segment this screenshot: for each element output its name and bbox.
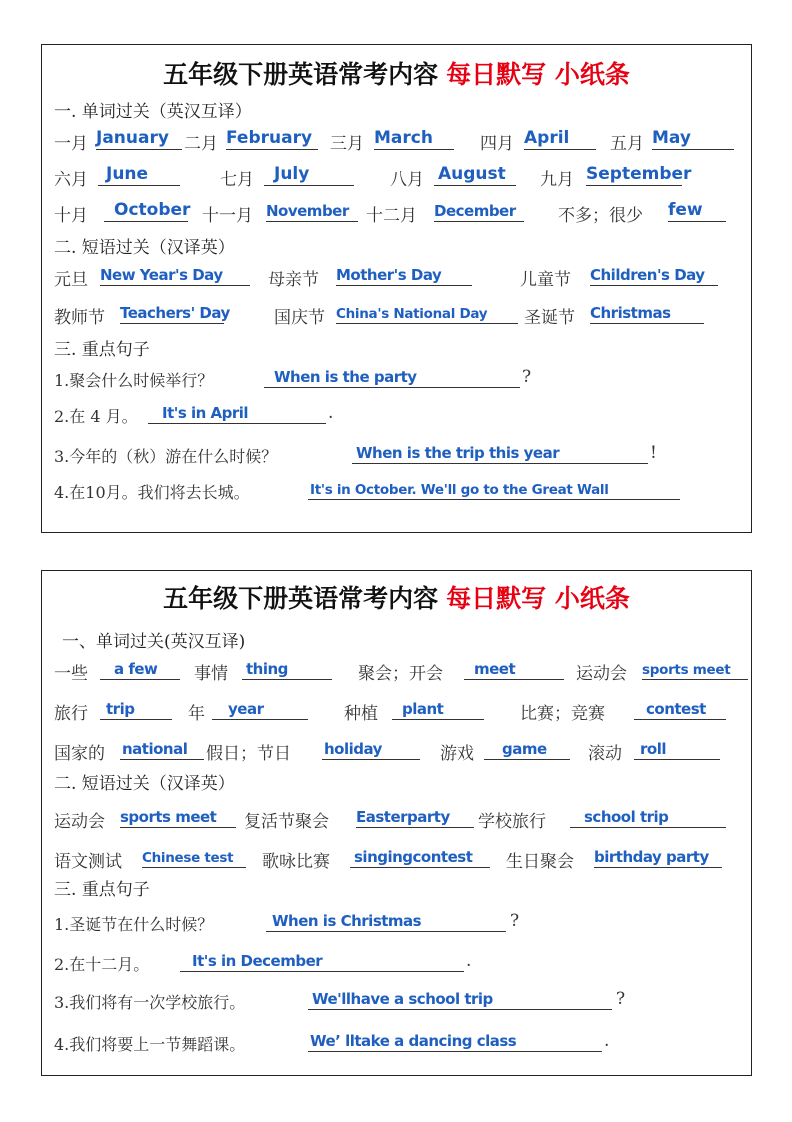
answer-text: school trip [584,808,669,826]
sentence-end: . [328,403,334,423]
phrase-cn: 复活节聚会 [244,812,329,832]
word-cn: 八月 [390,170,424,190]
answer-blank [242,655,332,680]
answer-blank [586,161,692,186]
answer-blank [308,985,612,1010]
word-cn: 二月 [184,134,218,154]
answer-text: September [586,164,692,184]
answer-blank [120,735,204,760]
phrase-cn: 母亲节 [268,270,319,290]
answer-blank [226,125,318,150]
answer-text: Teachers' Day [120,304,230,322]
card-title [42,579,751,615]
title-red: 每日默写 小纸条 [446,584,630,613]
sentence-cn: 4.我们将要上一节舞蹈课。 [54,1035,246,1054]
word-cn: 滚动 [588,744,622,764]
word-cn: 国家的 [54,744,105,764]
answer-text: When is the trip this year [356,444,560,462]
word-cn: 游戏 [440,744,474,764]
sentence-4 [54,1027,754,1057]
answer-text: When is the party [274,368,417,386]
sentence-1 [54,907,754,937]
sentence-1 [54,363,754,393]
answer-blank [524,125,596,150]
word-cn: 年 [188,704,205,724]
word-cn: 九月 [540,170,574,190]
answer-blank [374,125,454,150]
answer-blank [120,803,236,828]
sentence-2 [54,399,754,429]
phrase-cn: 圣诞节 [524,308,575,328]
answer-text: New Year's Day [100,266,223,284]
sentence-cn: 1.聚会什么时候举行？ [54,371,214,390]
answer-text: December [434,202,516,220]
answer-text: April [524,128,570,148]
word-cn: 聚会；开会 [358,664,443,684]
answer-blank [634,695,726,720]
answer-blank [148,399,326,424]
answer-blank [266,907,506,932]
answer-blank [464,655,564,680]
answer-blank [100,655,180,680]
answer-blank [594,843,722,868]
word-cn: 六月 [54,170,88,190]
answer-text: a few [114,660,158,678]
word-row-3 [54,735,754,765]
sentence-3 [54,439,754,469]
word-cn: 十二月 [366,206,417,226]
word-cn: 五月 [610,134,644,154]
answer-text: Mother's Day [336,266,442,284]
answer-blank [590,299,704,324]
answer-text: meet [474,660,516,678]
answer-text: few [668,200,703,220]
answer-blank [308,1027,602,1052]
sentence-end: . [466,951,472,971]
word-cn: 比赛；竞赛 [520,704,605,724]
phrase-cn: 歌咏比赛 [262,852,330,872]
answer-blank [98,161,180,186]
answer-text: May [652,128,691,148]
phrase-cn: 国庆节 [274,308,325,328]
answer-text: It's in December [192,952,323,970]
word-row-3 [54,197,754,227]
section-words-heading: 一、单词过关(英汉互译) [62,632,246,652]
title-black: 五年级下册英语常考内容 [163,60,439,89]
answer-text: Chinese test [142,850,234,866]
word-cn: 四月 [480,134,514,154]
answer-text: trip [106,700,135,718]
answer-text: birthday party [594,848,709,866]
answer-text: July [274,164,310,184]
sentence-cn: 2.在 4 月。 [54,407,138,426]
answer-text: roll [640,740,666,758]
section-phrases-heading: 二. 短语过关（汉译英） [54,774,235,794]
answer-text: year [228,700,264,718]
word-row-2 [54,161,754,191]
answer-blank [668,197,726,222]
answer-text: March [374,128,433,148]
answer-text: singingcontest [354,848,473,866]
answer-text: We’ lltake a dancing class [310,1032,517,1050]
answer-text: thing [246,660,288,678]
answer-text: game [502,740,547,758]
answer-text: contest [646,700,706,718]
answer-blank [264,161,354,186]
sentence-3 [54,985,754,1015]
answer-blank [180,947,464,972]
phrase-row-1 [54,803,754,833]
answer-blank [590,261,718,286]
answer-text: We'llhave a school trip [312,990,493,1008]
section-sentences-heading: 三. 重点句子 [54,880,150,900]
answer-blank [264,363,520,388]
word-cn: 事情 [194,664,228,684]
card-title [42,55,751,91]
answer-text: Christmas [590,304,671,322]
answer-text: It's in October. We'll go to the Great Wall [310,482,609,498]
answer-text: October [114,200,191,220]
section-sentences-heading: 三. 重点句子 [54,340,150,360]
answer-text: plant [402,700,444,718]
answer-blank [100,261,250,286]
answer-blank [652,125,734,150]
answer-blank [642,655,748,680]
answer-blank [350,843,490,868]
section-phrases-heading: 二. 短语过关（汉译英） [54,238,235,258]
phrase-cn: 教师节 [54,308,105,328]
sentence-cn: 4.在10月。我们将去长城。 [54,483,250,502]
answer-text: November [266,202,349,220]
phrase-cn: 学校旅行 [478,812,546,832]
answer-blank [634,735,720,760]
word-cn: 一些 [54,664,88,684]
answer-blank [392,695,484,720]
answer-blank [434,161,516,186]
answer-text: When is Christmas [272,912,422,930]
dictation-card-2 [41,570,752,1076]
title-red: 每日默写 小纸条 [446,60,630,89]
phrase-cn: 语文测试 [54,852,122,872]
sentence-cn: 3.我们将有一次学校旅行。 [54,993,246,1012]
answer-blank [322,735,420,760]
word-cn: 运动会 [576,664,627,684]
word-cn: 种植 [344,704,378,724]
answer-text: China's National Day [336,306,488,322]
phrase-row-2 [54,299,754,329]
answer-blank [104,197,191,222]
word-row-1 [54,655,754,685]
answer-blank [308,475,680,500]
sentence-cn: 3.今年的（秋）游在什么时候？ [54,447,278,466]
word-cn: 一月 [54,134,88,154]
sentence-end: ? [522,367,532,387]
sentence-2 [54,947,754,977]
answer-blank [142,843,246,868]
sentence-4 [54,475,754,505]
section-words-heading: 一. 单词过关（英汉互译） [54,102,252,122]
answer-blank [212,695,308,720]
phrase-cn: 运动会 [54,812,105,832]
sentence-end: . [604,1031,610,1051]
answer-text: Easterparty [356,808,450,826]
answer-blank [484,735,570,760]
answer-blank [336,261,472,286]
sentence-end: ! [650,443,657,463]
answer-text: June [106,164,149,184]
answer-text: Children's Day [590,266,705,284]
phrase-cn: 元旦 [54,270,88,290]
sentence-end: ? [616,989,626,1009]
sentence-cn: 2.在十二月。 [54,955,150,974]
word-row-2 [54,695,754,725]
answer-blank [100,695,172,720]
sentence-end: ? [510,911,520,931]
answer-blank [434,197,524,222]
answer-text: January [96,128,169,148]
word-cn: 假日；节日 [206,744,291,764]
answer-blank [96,125,182,150]
phrase-row-1 [54,261,754,291]
answer-text: sports meet [642,662,731,678]
dictation-card-1 [41,44,752,533]
phrase-cn: 生日聚会 [506,852,574,872]
title-black: 五年级下册英语常考内容 [163,584,439,613]
word-cn: 旅行 [54,704,88,724]
word-cn: 十月 [54,206,88,226]
answer-text: national [122,740,188,758]
word-row-1 [54,125,754,155]
word-cn: 七月 [220,170,254,190]
phrase-cn: 儿童节 [520,270,571,290]
answer-text: sports meet [120,808,217,826]
answer-text: August [438,164,506,184]
answer-blank [352,439,648,464]
answer-blank [120,299,230,324]
sentence-cn: 1.圣诞节在什么时候？ [54,915,214,934]
word-cn: 十一月 [202,206,253,226]
answer-text: It's in April [162,404,249,422]
answer-blank [356,803,474,828]
word-cn: 三月 [330,134,364,154]
answer-text: February [226,128,313,148]
word-cn: 不多；很少 [558,206,643,226]
answer-blank [266,197,358,222]
answer-blank [570,803,726,828]
phrase-row-2 [54,843,754,873]
answer-text: holiday [324,740,382,758]
answer-blank [336,299,518,324]
